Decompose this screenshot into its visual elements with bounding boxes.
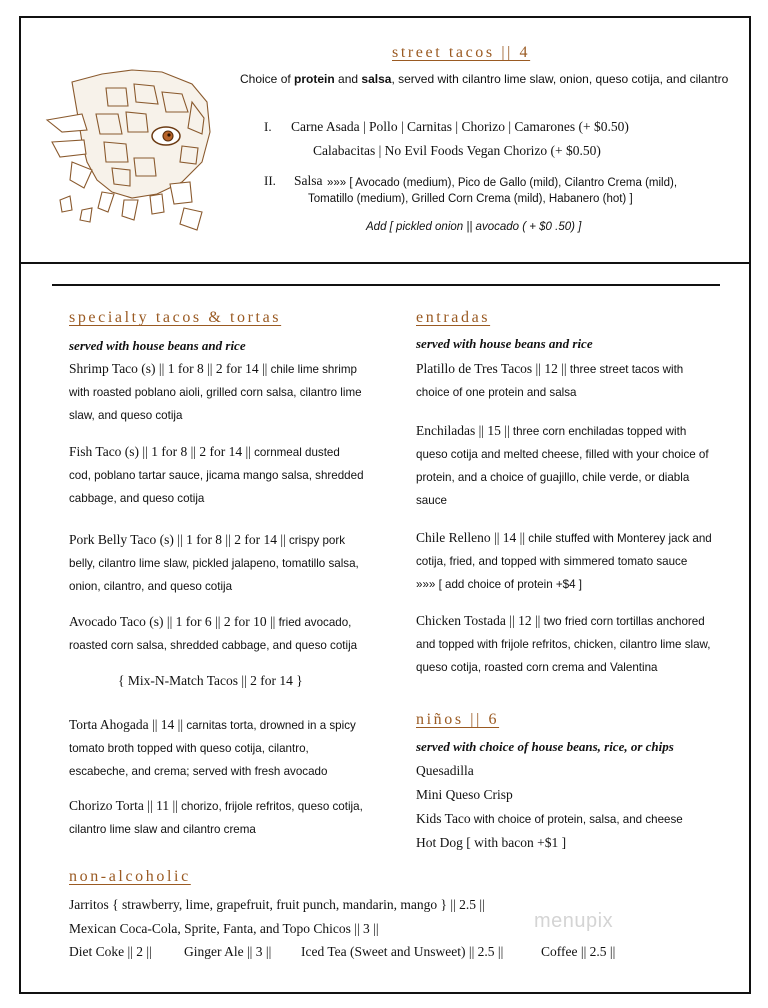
drink-ginger-ale: Ginger Ale || 3 ||	[184, 944, 272, 959]
menu-item-hot-dog: Hot Dog [ with bacon +$1 ]	[416, 835, 567, 850]
menu-item-mini-queso-crisp: Mini Queso Crisp	[416, 787, 513, 802]
roman-numeral-one: I.	[264, 119, 272, 134]
street-tacos-intro: Choice of protein and salsa, served with cilantro lime slaw, onion, queso cotija, and cilantro	[240, 72, 729, 86]
menu-item-pork-belly-taco: Pork Belly Taco (s) || 1 for 8 || 2 for 14 || crispy pork belly, cilantro lime slaw, pickled jalapeno, tomatillo salsa, onion, cilantro, and queso cotija	[69, 532, 359, 593]
menu-item-fish-taco: Fish Taco (s) || 1 for 8 || 2 for 14 || cornmeal dusted cod, poblano tartar sauce, jicama mango salsa, shredded cabbage, and queso cotija	[69, 444, 364, 505]
drink-coffee: Coffee || 2.5 ||	[541, 944, 616, 959]
menu-item-shrimp-taco: Shrimp Taco (s) || 1 for 8 || 2 for 14 || chile lime shrimp with roasted poblano aioli, grilled corn salsa, cilantro lime slaw, and queso cotija	[69, 361, 362, 422]
menu-item-platillo: Platillo de Tres Tacos || 12 || three street tacos with choice of one protein and salsa	[416, 361, 684, 399]
ninos-subheading: served with choice of house beans, rice, or chips	[416, 739, 674, 754]
menu-item-quesadilla: Quesadilla	[416, 763, 474, 778]
non-alcoholic-heading: non-alcoholic	[69, 868, 191, 885]
menu-item-chile-relleno: Chile Relleno || 14 || chile stuffed with Monterey jack and cotija, fried, and topped with simmered tomato sauce »»» [ add choice of protein +$4 ]	[416, 530, 712, 591]
addon-line: Add [ pickled onion || avocado ( + $0 .50) ]	[366, 221, 582, 233]
street-tacos-heading: street tacos || 4	[392, 44, 531, 61]
menu-item-kids-taco: Kids Taco with choice of protein, salsa, and cheese	[416, 811, 683, 826]
salsa-options-line2: Tomatillo (medium), Grilled Corn Crema (mild), Habanero (hot) ]	[308, 193, 633, 205]
specialty-subheading: served with house beans and rice	[69, 338, 246, 353]
menu-item-enchiladas: Enchiladas || 15 || three corn enchiladas topped with queso cotija and melted cheese, filled with your choice of protein, and a choice of guajillo, chile verde, or diabla sauce	[416, 423, 709, 507]
drink-diet-coke: Diet Coke || 2 ||	[69, 944, 152, 959]
menu-item-chorizo-torta: Chorizo Torta || 11 || chorizo, frijole refritos, queso cotija, cilantro lime slaw and cilantro crema	[69, 798, 363, 836]
ninos-heading: niños || 6	[416, 711, 500, 728]
menu-item-torta-ahogada: Torta Ahogada || 14 || carnitas torta, drowned in a spicy tomato broth topped with queso cotija, cilantro, escabeche, and crema; served with fresh avocado	[69, 717, 356, 778]
drink-mexican-coke: Mexican Coca-Cola, Sprite, Fanta, and Topo Chicos || 3 ||	[69, 921, 379, 936]
salsa-label: Salsa	[294, 173, 323, 188]
menu-item-avocado-taco: Avocado Taco (s) || 1 for 6 || 2 for 10 || fried avocado, roasted corn salsa, shredded cabbage, and queso cotija	[69, 614, 358, 652]
entradas-subheading: served with house beans and rice	[416, 336, 593, 351]
lizard-illustration-icon	[42, 62, 222, 242]
specialty-heading: specialty tacos & tortas	[69, 309, 282, 326]
drink-iced-tea: Iced Tea (Sweet and Unsweet) || 2.5 ||	[301, 944, 504, 959]
mix-n-match-note: { Mix-N-Match Tacos || 2 for 14 }	[118, 673, 303, 688]
salsa-options-line1: »»» [ Avocado (medium), Pico de Gallo (mild), Cilantro Crema (mild),	[327, 177, 678, 189]
roman-numeral-two: II.	[264, 173, 276, 188]
protein-options-line2: Calabacitas | No Evil Foods Vegan Chorizo (+ $0.50)	[313, 143, 601, 158]
watermark: menupix	[534, 910, 614, 932]
menu-item-chicken-tostada: Chicken Tostada || 12 || two fried corn tortillas anchored and topped with frijole refritos, chicken, cilantro lime slaw, queso cotija, roasted corn crema and Valentina	[416, 613, 711, 674]
protein-options-line1: Carne Asada | Pollo | Carnitas | Chorizo | Camarones (+ $0.50)	[291, 119, 629, 134]
entradas-heading: entradas	[416, 309, 491, 326]
divider	[52, 284, 720, 286]
drink-jarritos: Jarritos { strawberry, lime, grapefruit, fruit punch, mandarin, mango } || 2.5 ||	[69, 897, 485, 912]
